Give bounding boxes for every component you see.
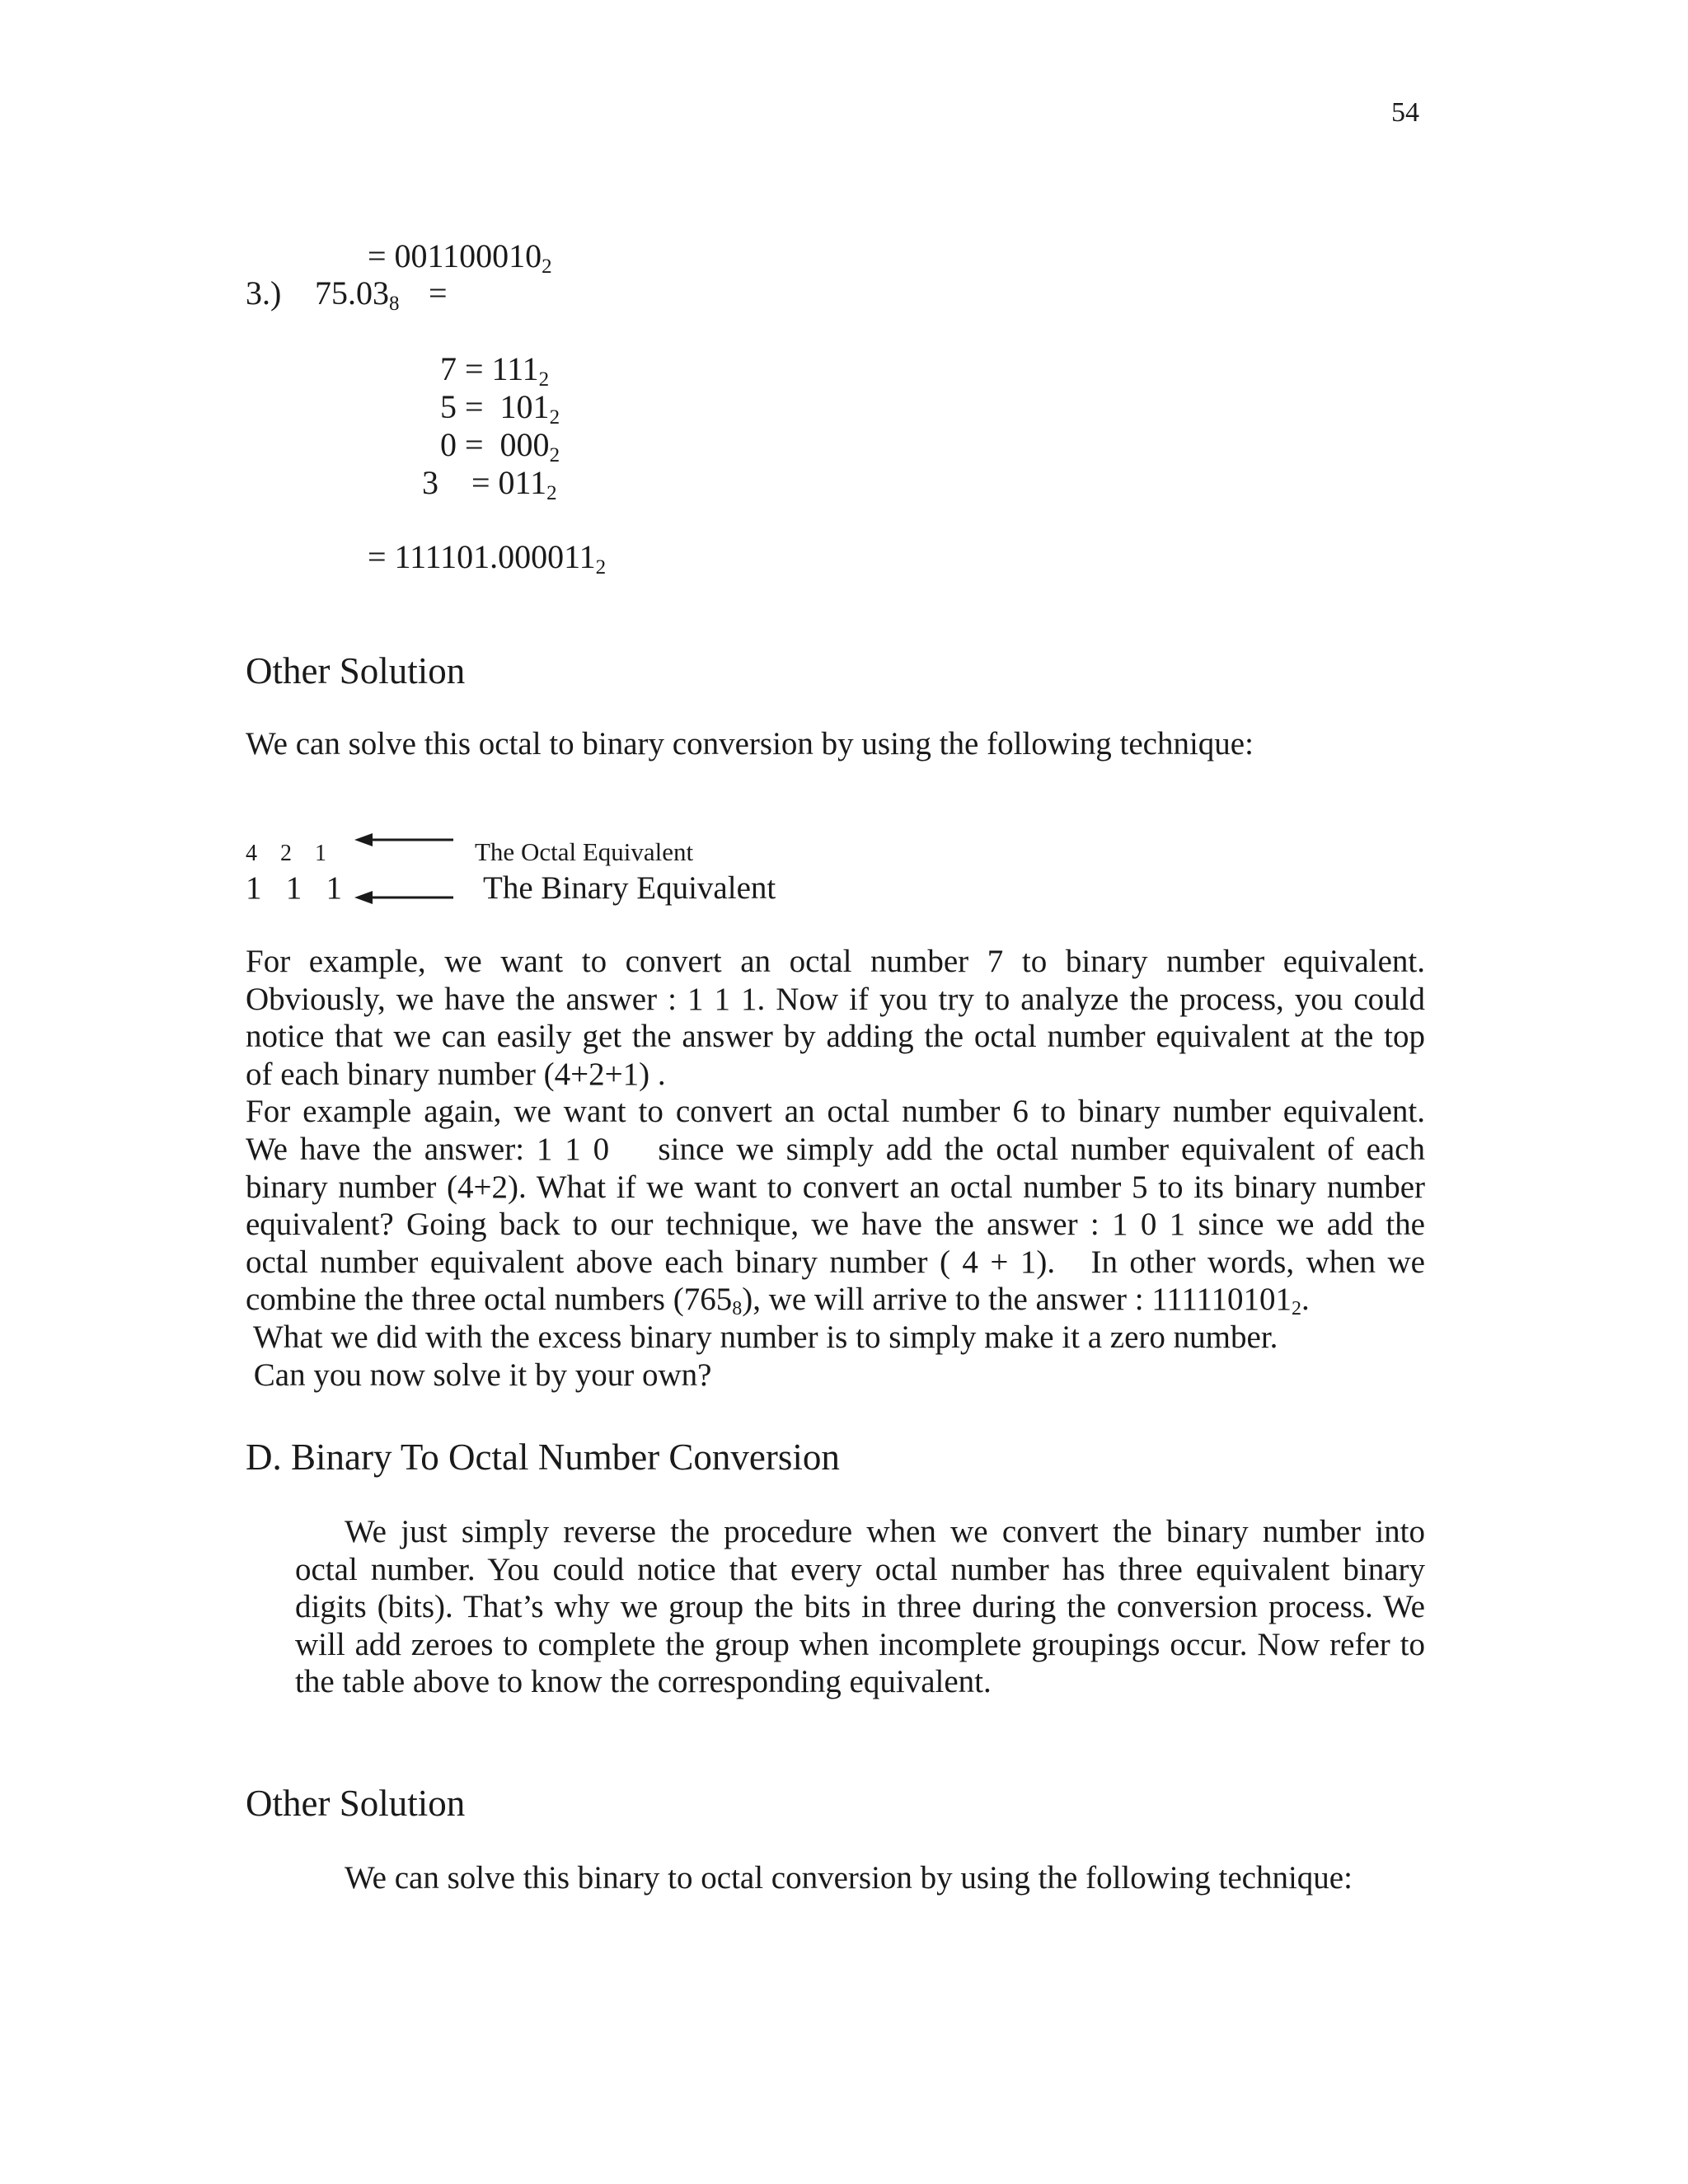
item-value-line bbox=[315, 274, 400, 313]
explanation-line: We have the answer: 1 1 0 since we simply add the octal number equivalent of each bbox=[246, 1131, 1425, 1167]
explanation-line: binary number (4+2). What if we want to convert an octal number 5 to its binary number bbox=[246, 1169, 1425, 1205]
digit-line-7: $7 = 111_2$ bbox=[440, 350, 550, 391]
previous-result-base: 2 bbox=[542, 255, 552, 278]
section-d-line: octal number. You could notice that every octal number has three equivalent binary bbox=[295, 1551, 1425, 1587]
final-result-text: = 111101.000011 bbox=[368, 538, 596, 575]
other-solution-heading-2: Other Solution bbox=[246, 1783, 466, 1824]
explanation-line: octal number equivalent above each binary number ( 4 + 1). In other words, when we bbox=[246, 1244, 1425, 1280]
explanation-line: equivalent? Going back to our technique, we have the answer : 1 0 1 since we add the bbox=[246, 1207, 1425, 1243]
digit-line-3: 3 = $011_2$ bbox=[422, 464, 557, 504]
explanation-paragraph bbox=[246, 943, 1425, 1394]
excess-line: What we did with the excess binary number is to simply make it a zero number. bbox=[246, 1319, 1278, 1355]
octal-arrow-icon bbox=[354, 833, 453, 846]
item-value: 75.03 bbox=[315, 274, 389, 312]
explanation-line: Obviously, we have the answer : 1 1 1. Now if you try to analyze the process, you could bbox=[246, 981, 1425, 1017]
final-result-base: 2 bbox=[595, 556, 607, 579]
binary-arrow-icon bbox=[354, 891, 453, 904]
explanation-line: For example, we want to convert an octal number 7 to binary number equivalent. bbox=[246, 944, 1425, 979]
page-number: 54 bbox=[1391, 97, 1419, 128]
digit-line-0: $0 = 000_2$ bbox=[440, 426, 560, 466]
previous-result-text: = 001100010 bbox=[368, 237, 542, 274]
question-line: Can you now solve it by your own? bbox=[246, 1357, 712, 1393]
section-d-line: We just simply reverse the procedure when we convert the binary number into bbox=[345, 1514, 1425, 1549]
section-d-line: will add zeroes to complete the group when incomplete groupings occur. Now refer to bbox=[295, 1626, 1425, 1662]
octal-weights-row: 4 2 1 bbox=[246, 841, 326, 866]
binary-equivalent-label: The Binary Equivalent bbox=[483, 870, 776, 906]
other-solution-intro-1: We can solve this octal to binary conversion by using the following technique: bbox=[246, 726, 1254, 762]
section-d-line: digits (bits). That’s why we group the bits in three during the conversion process. We bbox=[295, 1589, 1425, 1625]
item-equals: = bbox=[429, 274, 448, 312]
octal-equivalent-label: The Octal Equivalent bbox=[475, 837, 694, 866]
binary-digits-row: 1 1 1 bbox=[246, 870, 342, 906]
explanation-line: For example again, we want to convert an octal number 6 to binary number equivalent. bbox=[246, 1094, 1425, 1130]
item-value-base: 8 bbox=[389, 293, 400, 315]
section-d-line: the table above to know the corresponding equivalent. bbox=[295, 1664, 992, 1700]
explanation-line: notice that we can easily get the answer by adding the octal number equivalent at the top bbox=[246, 1019, 1425, 1055]
item-label: 3.) bbox=[246, 274, 282, 312]
final-result-line bbox=[368, 537, 606, 577]
previous-result-line bbox=[368, 237, 552, 276]
section-d-paragraph bbox=[295, 1513, 1425, 1701]
digit-line-5: $5 = 101_2$ bbox=[440, 388, 560, 429]
other-solution-intro-2: We can solve this binary to octal conversion by using the following technique: bbox=[345, 1860, 1353, 1896]
combine-line: combine the three octal numbers $(765_8)$, we will arrive to the answer : $111110101_2$. bbox=[246, 1282, 1310, 1320]
section-d-heading: D. Binary To Octal Number Conversion bbox=[246, 1436, 840, 1478]
explanation-line: of each binary number (4+2+1) . bbox=[246, 1056, 666, 1092]
other-solution-heading-1: Other Solution bbox=[246, 650, 466, 691]
